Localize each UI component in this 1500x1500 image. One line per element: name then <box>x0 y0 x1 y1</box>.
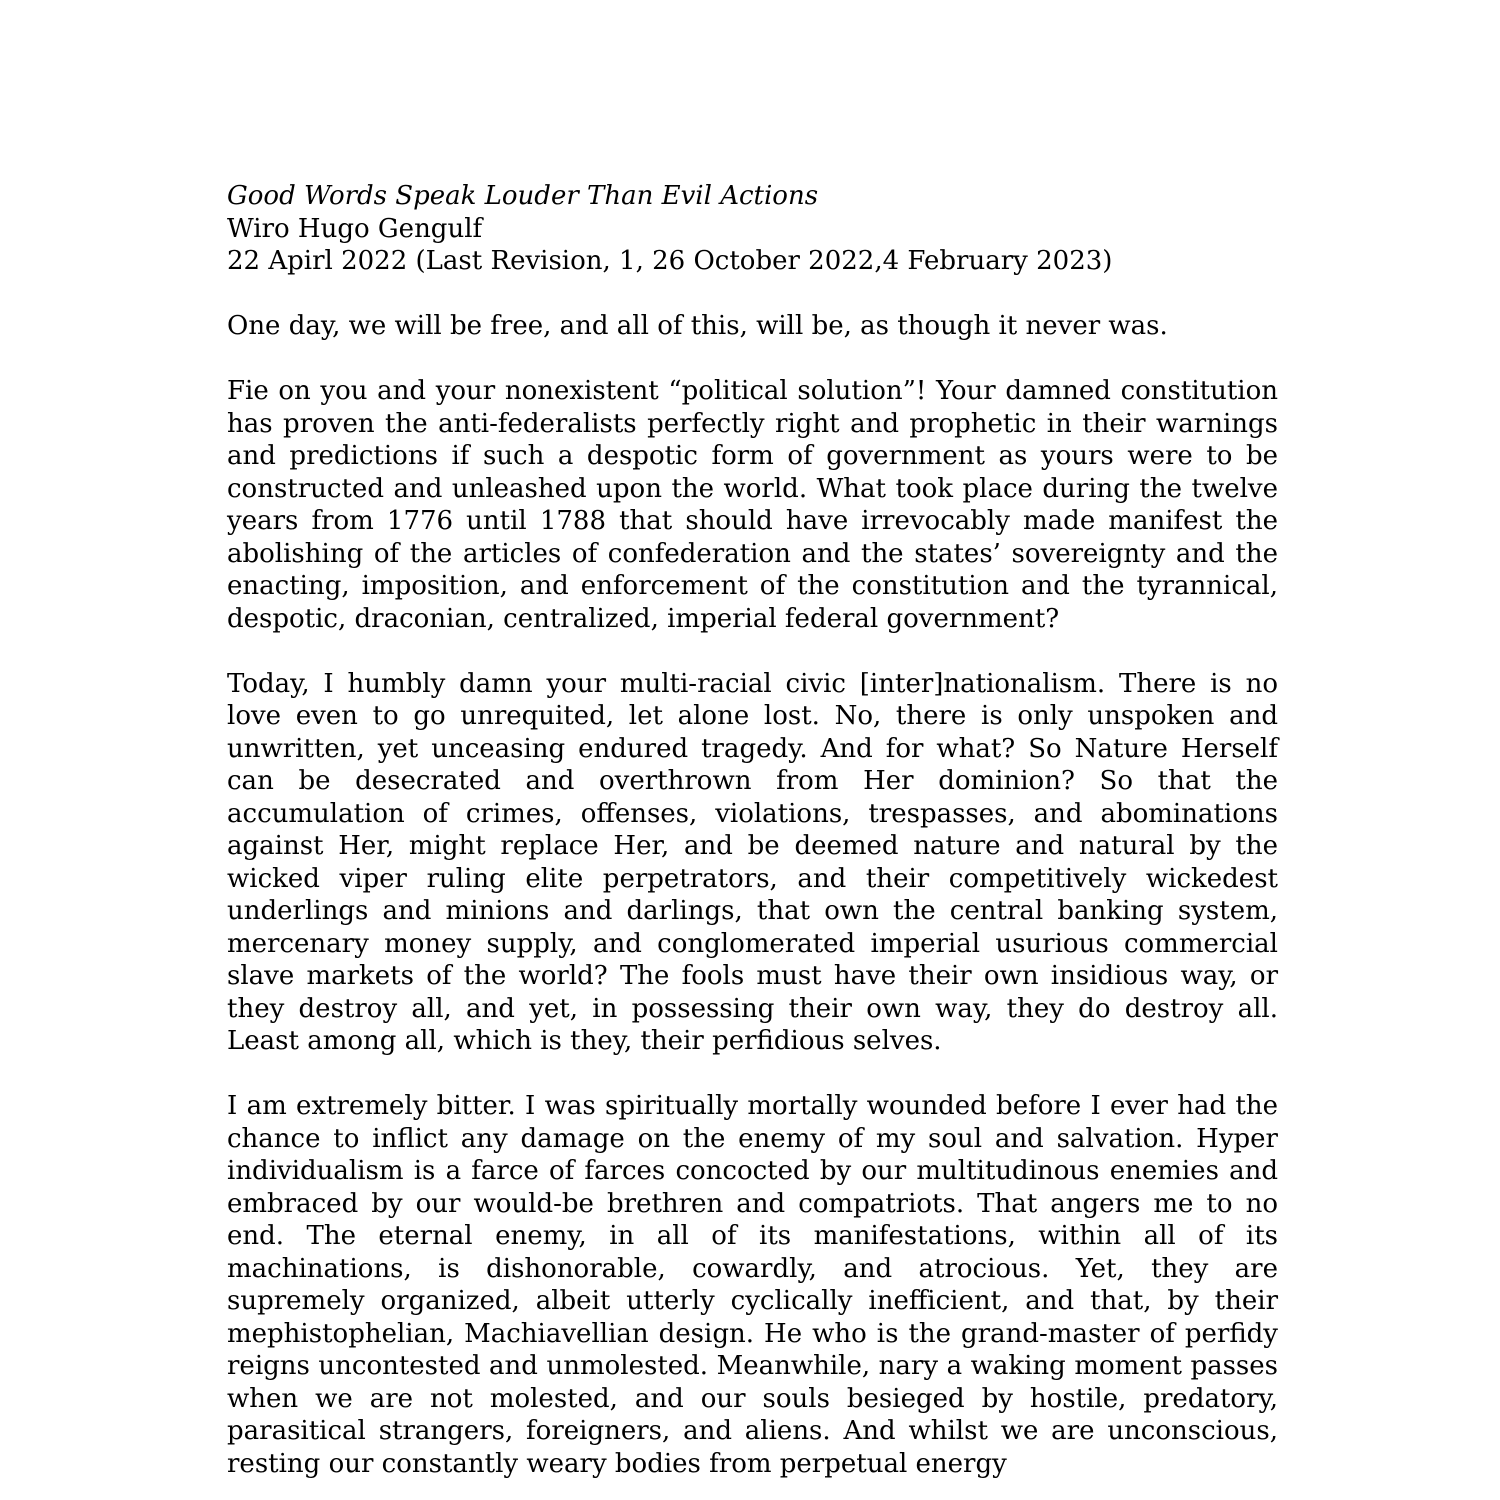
paragraph-3: Today, I humbly damn your multi-racial civic [inter]nationalism. There is no love even to go unrequited, let alone lost. No, there is only unspoken and unwritten, yet unceasing endured tragedy. And for what? So Nature Herself can be desecrated and overthrown from Her dominion? So that the accumulation of crimes, offenses, violations, trespasses, and abominations against Her, might replace Her, and be deemed nature and natural by the wicked viper ruling elite perpetrators, and their competitively wickedest underlings and minions and darlings, that own the central banking system, mercenary money supply, and conglomerated imperial usurious commercial slave markets of the world? The fools must have their own insidious way, or they destroy all, and yet, in possessing their own way, they do destroy all. Least among all, which is they, their perfidious selves. <box>227 668 1278 1056</box>
paragraph-4: I am extremely bitter. I was spiritually mortally wounded before I ever had the chance to inflict any damage on the enemy of my soul and salvation. Hyper individualism is a farce of farces concocted by our multitudinous enemies and embraced by our would-be brethren and compatriots. That angers me to no end. The eternal enemy, in all of its manifestations, within all of its machinations, is dishonorable, cowardly, and atrocious. Yet, they are supremely organized, albeit utterly cyclically inefficient, and that, by their mephistophelian, Machiavellian design. He who is the grand-master of perfidy reigns uncontested and unmolested. Meanwhile, nary a waking moment passes when we are not molested, and our souls besieged by hostile, predatory, parasitical strangers, foreigners, and aliens. And whilst we are unconscious, resting our constantly weary bodies from perpetual energy <box>227 1091 1278 1479</box>
paragraph-2: Fie on you and your nonexistent “political solution”! Your damned constitution has proven the anti-federalists perfectly right and prophetic in their warnings and predictions if such a despotic form of government as yours were to be constructed and unleashed upon the world. What took place during the twelve years from 1776 until 1788 that should have irrevocably made manifest the abolishing of the articles of confederation and the states’ sovereignty and the enacting, imposition, and enforcement of the constitution and the tyrannical, despotic, draconian, centralized, imperial federal government? <box>227 376 1278 634</box>
paragraph-1: One day, we will be free, and all of this, will be, as though it never was. <box>227 311 1168 341</box>
document-title: Good Words Speak Louder Than Evil Actions <box>227 181 819 211</box>
document-author: Wiro Hugo Gengulf <box>227 213 483 244</box>
document-page <box>227 180 1278 1480</box>
document-date-line: 22 Apirl 2022 (Last Revision, 1, 26 October 2022,4 February 2023) <box>227 246 1113 276</box>
